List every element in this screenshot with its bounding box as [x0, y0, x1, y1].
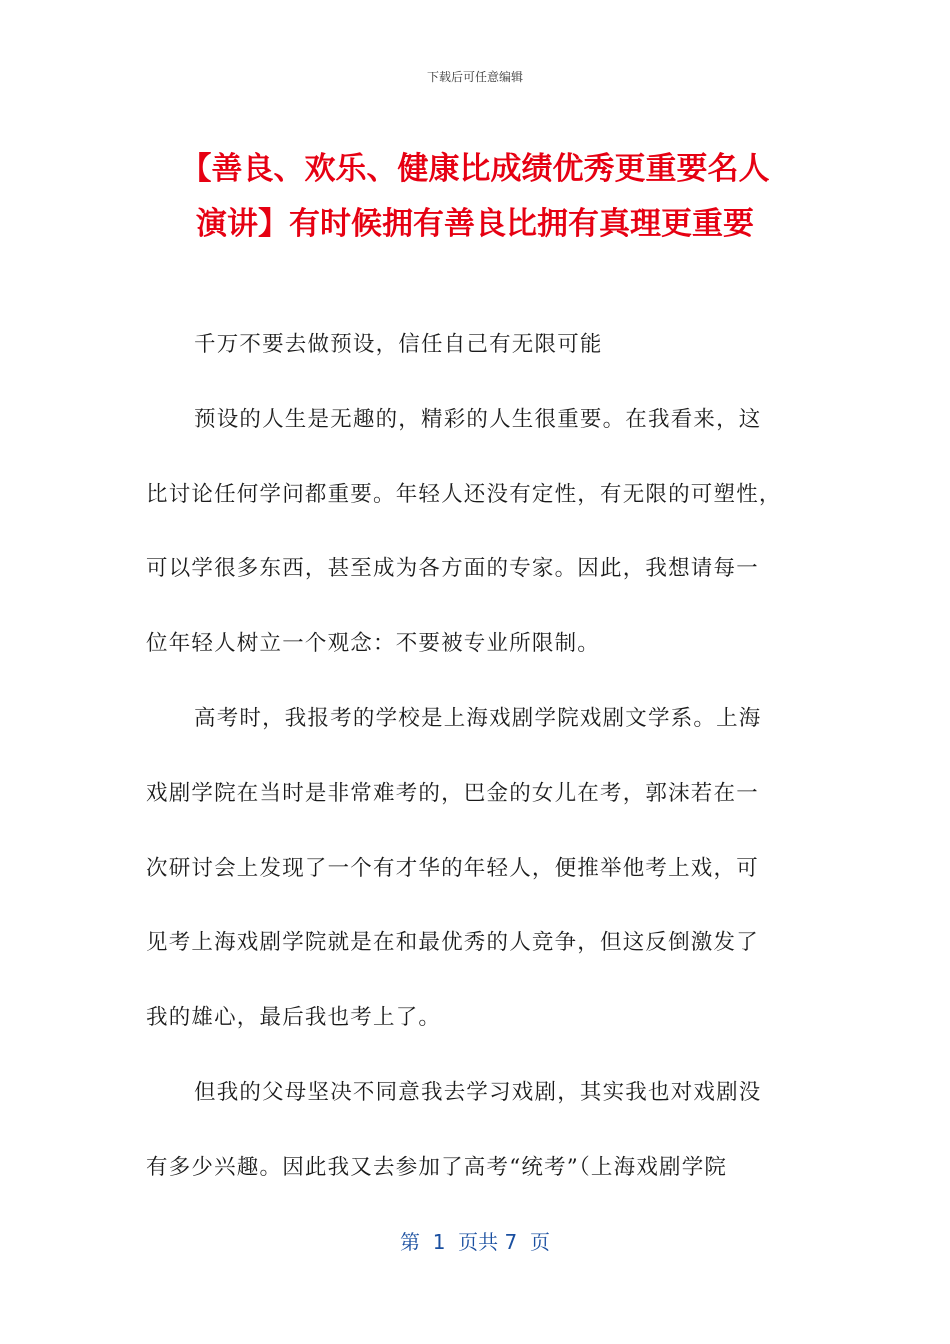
document-title [140, 142, 810, 252]
paragraph-2-line: 位年轻人树立一个观念：不要被专业所限制。 [146, 631, 601, 657]
paragraph-4-line: 有多少兴趣。因此我又去参加了高考“统考”（上海戏剧学院 [146, 1154, 728, 1180]
paragraph-2-line: 比讨论任何学问都重要。年轻人还没有定性，有无限的可塑性， [146, 481, 782, 507]
paragraph-1-line: 千万不要去做预设，信任自己有无限可能 [194, 332, 603, 357]
paragraph-3-line: 我的雄心，最后我也考上了。 [146, 1005, 442, 1031]
paragraph-3-line: 次研讨会上发现了一个有才华的年轻人，便推举他考上戏，可 [146, 855, 759, 881]
paragraph-2-line: 可以学很多东西，甚至成为各方面的专家。因此，我想请每一 [146, 556, 759, 582]
page-number-footer: 第 1 页共 7 页 [400, 1230, 550, 1254]
document-body [146, 308, 806, 1206]
paragraph-3-line: 高考时，我报考的学校是上海戏剧学院戏剧文学系。上海 [194, 705, 762, 731]
paragraph-3-line: 戏剧学院在当时是非常难考的，巴金的女儿在考，郭沫若在一 [146, 780, 759, 806]
title-line-1: 【善良、欢乐、健康比成绩优秀更重要名人 [180, 151, 770, 187]
title-line-2: 演讲】有时候拥有善良比拥有真理更重要 [196, 206, 754, 242]
paragraph-3-line: 见考上海戏剧学院就是在和最优秀的人竞争，但这反倒激发了 [146, 930, 759, 956]
paragraph-4-line: 但我的父母坚决不同意我去学习戏剧，其实我也对戏剧没 [194, 1079, 762, 1105]
paragraph-2-line: 预设的人生是无趣的，精彩的人生很重要。在我看来，这 [194, 406, 762, 432]
header-note: 下载后可任意编辑 [426, 70, 523, 84]
